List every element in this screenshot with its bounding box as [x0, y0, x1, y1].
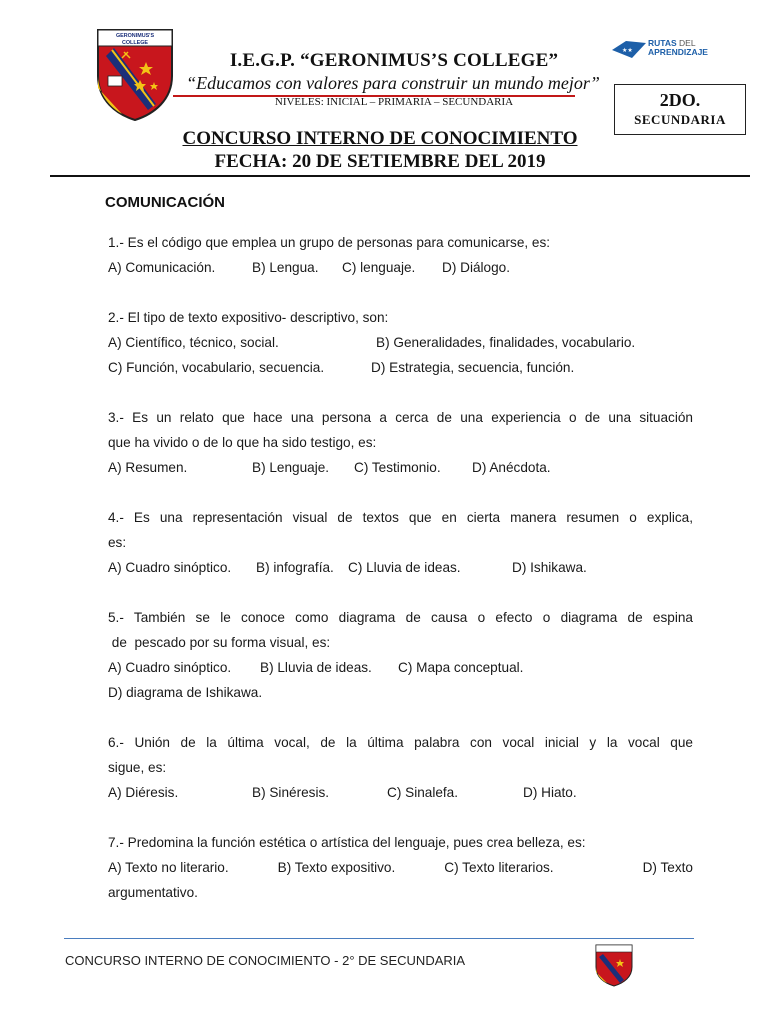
- option-a: A) Cuadro sinóptico.: [108, 660, 232, 675]
- contest-title: CONCURSO INTERNO DE CONOCIMIENTO: [182, 128, 578, 149]
- question-text: 6.- Unión de la última vocal, de la última palabra con vocal inicial y la vocal que: [108, 735, 693, 750]
- options-row: [108, 455, 693, 480]
- option-a: A) Comunicación.: [108, 260, 216, 275]
- option-d: D) Diálogo.: [442, 260, 510, 275]
- rutas-del-aprendizaje-text: [648, 39, 708, 57]
- options-row: [108, 255, 693, 280]
- footer-text: CONCURSO INTERNO DE CONOCIMIENTO - 2° DE SECUNDARIA: [65, 953, 466, 968]
- option-d: D) diagrama de Ishikawa.: [108, 685, 263, 700]
- option-b: B) Texto expositivo.: [277, 860, 396, 875]
- option-c: C) Texto literarios.: [444, 860, 554, 875]
- options-row: [108, 330, 693, 355]
- question-text: 2.- El tipo de texto expositivo- descriptivo, son:: [108, 310, 389, 325]
- question-5: [108, 605, 693, 705]
- rutas-del-word: DEL: [679, 38, 696, 48]
- options-row: [108, 855, 693, 880]
- option-a: A) Científico, técnico, social.: [108, 335, 279, 350]
- option-d: D) Ishikawa.: [512, 560, 587, 575]
- svg-text:★★: ★★: [622, 48, 633, 54]
- option-b: B) Lluvia de ideas.: [260, 660, 372, 675]
- question-7: [108, 830, 693, 905]
- footer-crest-logo: [594, 943, 634, 987]
- school-motto: “Educamos con valores para construir un mundo mejor”: [186, 73, 600, 93]
- options-row: [108, 555, 693, 580]
- grade-label: 2DO.: [659, 90, 701, 110]
- option-c: C) lenguaje.: [342, 260, 416, 275]
- question-text: que ha vivido o de lo que ha sido testigo, es:: [108, 435, 377, 450]
- rutas-word: RUTAS: [648, 38, 677, 48]
- contest-date: FECHA: 20 DE SETIEMBRE DEL 2019: [214, 151, 546, 172]
- option-d: D) Estrategia, secuencia, función.: [371, 360, 575, 375]
- questions-list: [108, 230, 693, 930]
- question-4: [108, 505, 693, 580]
- option-a: A) Resumen.: [108, 460, 188, 475]
- question-text: es:: [108, 535, 127, 550]
- option-a: A) Cuadro sinóptico.: [108, 560, 232, 575]
- option-c: C) Lluvia de ideas.: [348, 560, 461, 575]
- school-levels: NIVELES: INICIAL – PRIMARIA – SECUNDARIA: [274, 96, 514, 108]
- svg-text:GERONIMUS'S: GERONIMUS'S: [115, 33, 155, 39]
- option-d: D) Anécdota.: [472, 460, 551, 475]
- question-2: [108, 305, 693, 380]
- question-text: de pescado por su forma visual, es:: [108, 635, 331, 650]
- option-c: C) Sinalefa.: [387, 785, 459, 800]
- question-text: 3.- Es un relato que hace una persona a cerca de una experiencia o de una situación: [108, 410, 693, 425]
- question-6: [108, 730, 693, 805]
- option-c: C) Testimonio.: [354, 460, 441, 475]
- aprendizaje-word: APRENDIZAJE: [648, 47, 708, 57]
- option-b: B) Sinéresis.: [252, 785, 330, 800]
- option-c: C) Función, vocabulario, secuencia.: [108, 360, 325, 375]
- question-text: 4.- Es una representación visual de textos que en cierta manera resumen o explica,: [108, 510, 693, 525]
- question-3: [108, 405, 693, 480]
- header-divider: [50, 175, 750, 177]
- option-b: B) Lenguaje.: [252, 460, 330, 475]
- options-row: [108, 355, 693, 380]
- option-d-continued: argumentativo.: [108, 885, 198, 900]
- option-b: B) Lengua.: [252, 260, 319, 275]
- footer-divider: [64, 938, 694, 939]
- option-b: B) infografía.: [256, 560, 334, 575]
- question-text: 7.- Predomina la función estética o artística del lenguaje, pues crea belleza, es:: [108, 835, 586, 850]
- section-title: COMUNICACIÓN: [105, 194, 225, 211]
- option-a: A) Texto no literario.: [108, 860, 229, 875]
- question-text: 1.- Es el código que emplea un grupo de personas para comunicarse, es:: [108, 235, 551, 250]
- options-row: [108, 655, 693, 680]
- option-c: C) Mapa conceptual.: [398, 660, 524, 675]
- school-name: I.E.G.P. “GERONIMUS’S COLLEGE”: [229, 50, 559, 71]
- option-a: A) Diéresis.: [108, 785, 179, 800]
- question-text: sigue, es:: [108, 760, 167, 775]
- question-1: [108, 230, 693, 280]
- option-d: D) Hiato.: [523, 785, 577, 800]
- option-b: B) Generalidades, finalidades, vocabulario.: [376, 335, 636, 350]
- options-row: [108, 680, 693, 705]
- question-text: 5.- También se le conoce como diagrama de causa o efecto o diagrama de espina: [108, 610, 693, 625]
- grade-level-label: SECUNDARIA: [634, 112, 726, 127]
- options-row: [108, 880, 693, 905]
- option-d: D) Texto: [642, 860, 693, 875]
- svg-text:COLLEGE: COLLEGE: [121, 40, 149, 46]
- options-row: [108, 780, 693, 805]
